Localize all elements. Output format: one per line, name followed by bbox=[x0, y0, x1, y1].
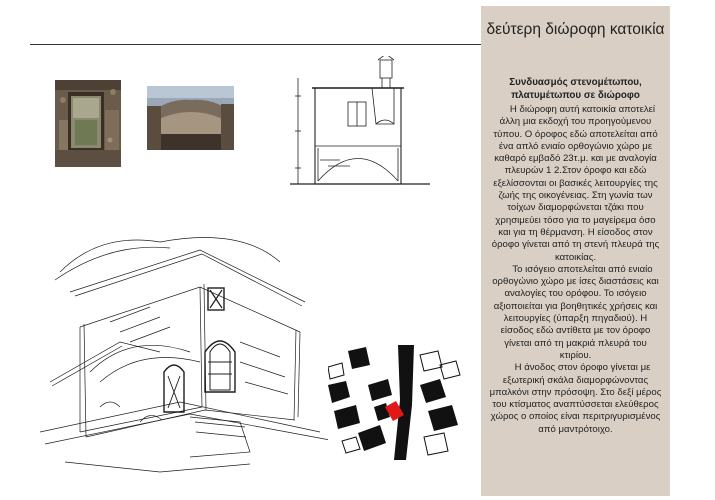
description-text bbox=[488, 104, 663, 436]
site-plan-map bbox=[328, 345, 462, 460]
perspective-sketch bbox=[40, 232, 340, 487]
top-rule bbox=[30, 44, 500, 45]
description-panel bbox=[481, 6, 670, 496]
section-drawing bbox=[290, 56, 430, 196]
paragraph-access: Η άνοδος στον όροφο γίνεται με εξωτερική σκάλα διαμορφώνοντας μπαλκόνι στην πρόσοψη. Στο δεξί μέρος του κτίσματος αναπτύσσεται ελεύθερος χώρος ο οποίος είναι περιτριγυρισμένος από μαντρότοιχο. bbox=[489, 362, 662, 435]
doorway-photo bbox=[55, 80, 121, 167]
paragraph-upper-floor: Η διώροφη αυτή κατοικία αποτελεί άλλη μια εκδοχή του προηγούμενου τύπου. Ο όροφος εδώ αποτελείται από ένα απλό ενιαίο ορθογώνιο χώρο με καθαρό εμβαδό 23τ.μ. και με αναλογία πλευρών 1 2.Στον όροφο και εδώ εξελίσσονται οι βασικές λειτουργίες της ζωής της οικογένειας. Στη γωνία των τοίχων διαμορφώνεται τζάκι που χρησιμεύει τόσο για το μαγείρεμα όσο και για τη θέρμανση. Η είσοδος στον όροφο γίνεται από τη στενή πλευρά της κατοικίας. bbox=[491, 104, 660, 263]
paragraph-ground-floor: Το ισόγειο αποτελείται από ενιαίο ορθογώνιο χώρο με ίσες διαστάσεις και αναλογίες του ορόφου. Το ισόγειο αξιοποιείται για βοηθητικές χρήσεις και λειτουργίες (ύπαρξη πηγαδιού). Η είσοδος εδώ αντίθετα με τον όροφο γίνεται από τη μακριά πλευρά του κτιρίου. bbox=[492, 263, 659, 361]
vault-interior-photo bbox=[147, 86, 234, 150]
page-subtitle: Συνδυασμός στενομέτωπου, πλατυμέτωπου σε διώροφο bbox=[509, 77, 642, 101]
page-title: δεύτερη διώροφη κατοικία bbox=[486, 21, 665, 38]
